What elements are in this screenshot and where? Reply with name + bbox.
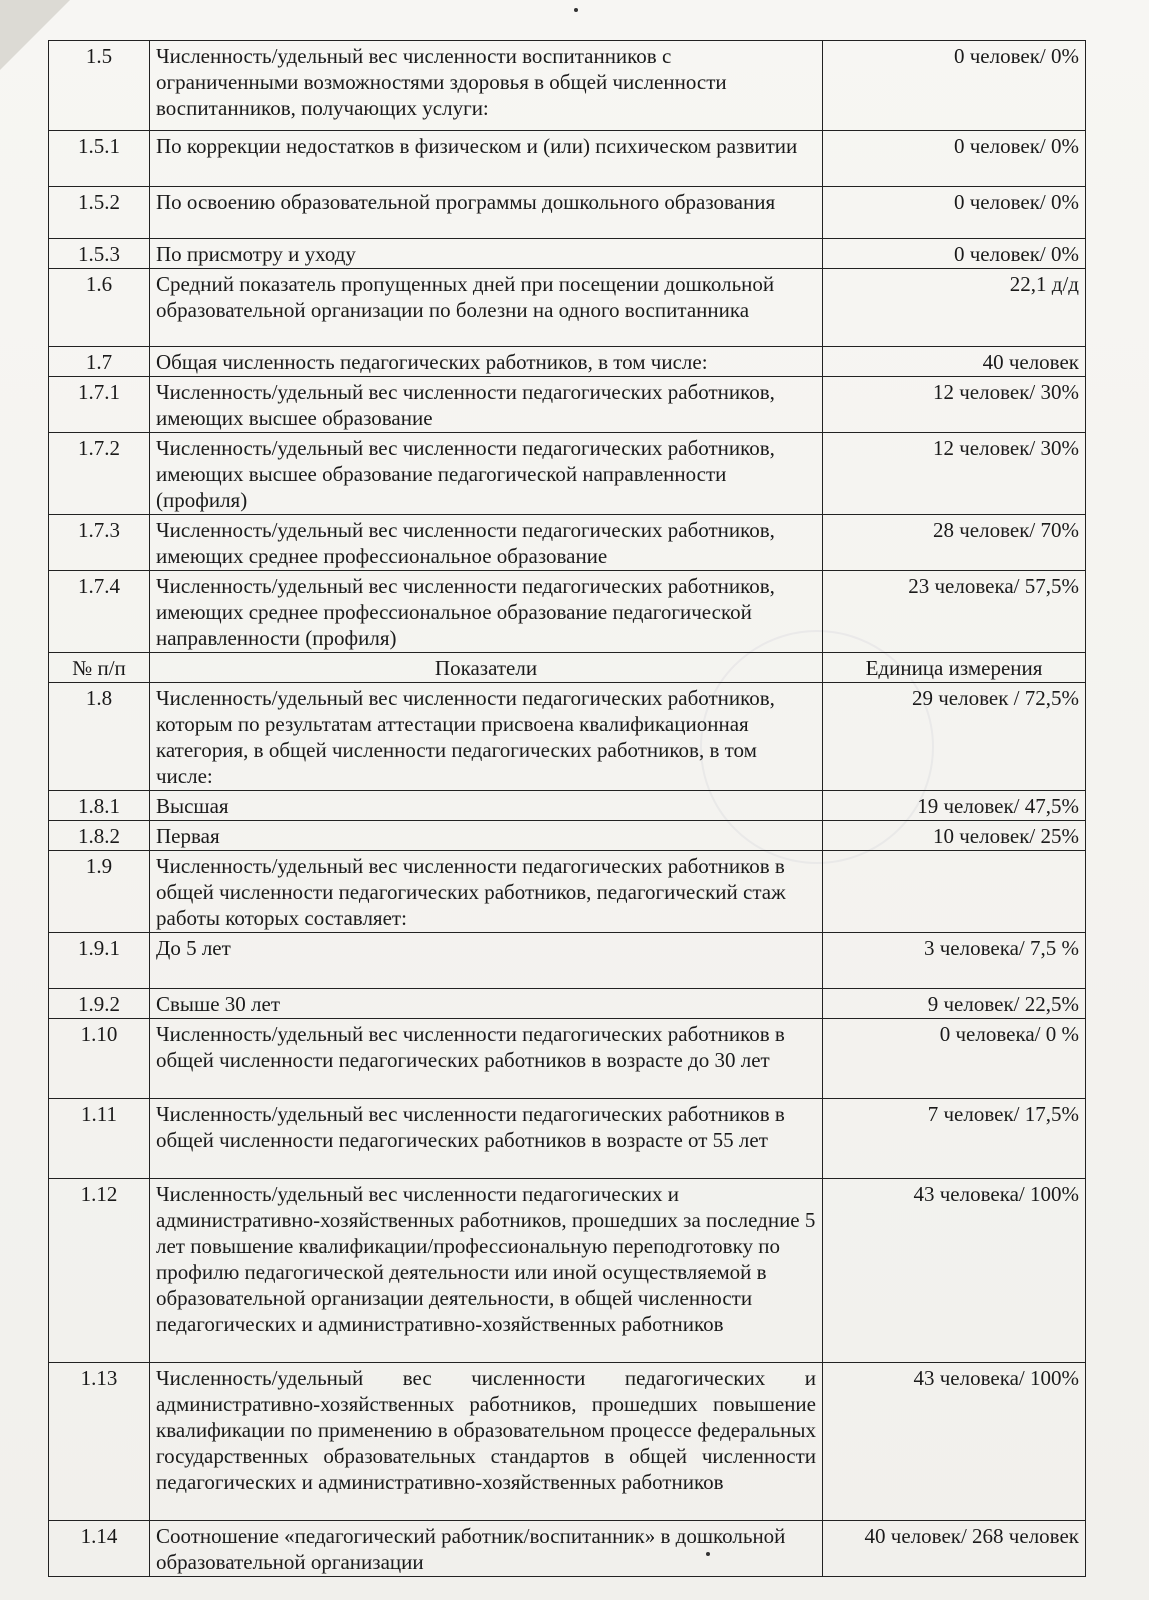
row-label: По присмотру и уходу — [150, 239, 823, 269]
table-row — [49, 1363, 1086, 1521]
row-value: 0 человек/ 0% — [823, 187, 1086, 239]
row-label: Первая — [150, 821, 823, 851]
table-row — [49, 571, 1086, 653]
row-label: Численность/удельный вес численности педагогических работников, имеющих среднее профессиональное образование — [150, 515, 823, 571]
scan-speck — [706, 1552, 710, 1556]
row-value: 12 человек/ 30% — [823, 377, 1086, 433]
row-number: 1.10 — [49, 1019, 150, 1099]
row-number: 1.5.3 — [49, 239, 150, 269]
row-value: 0 человек/ 0% — [823, 239, 1086, 269]
table-row — [49, 239, 1086, 269]
row-label: Численность/удельный вес численности педагогических работников, имеющих среднее профессиональное образование педагогической направленности (профиля) — [150, 571, 823, 653]
row-value: 0 человека/ 0 % — [823, 1019, 1086, 1099]
table-header-row — [49, 653, 1086, 683]
row-number: 1.12 — [49, 1179, 150, 1363]
row-number: 1.7.3 — [49, 515, 150, 571]
table-row — [49, 131, 1086, 187]
header-unit: Единица измерения — [823, 653, 1086, 683]
table-row — [49, 683, 1086, 791]
row-number: 1.9.2 — [49, 989, 150, 1019]
table-row — [49, 1179, 1086, 1363]
row-label: Численность/удельный вес численности педагогических работников в общей численности педагогических работников в возрасте до 30 лет — [150, 1019, 823, 1099]
row-number: 1.13 — [49, 1363, 150, 1521]
row-label: Численность/удельный вес численности педагогических работников в общей численности педагогических работников в возрасте от 55 лет — [150, 1099, 823, 1179]
table-row — [49, 1099, 1086, 1179]
row-value: 3 человека/ 7,5 % — [823, 933, 1086, 989]
row-number: 1.7.4 — [49, 571, 150, 653]
row-number: 1.8 — [49, 683, 150, 791]
row-label: Численность/удельный вес численности педагогических работников в общей численности педагогических работников, педагогический стаж работы которых составляет: — [150, 851, 823, 933]
row-label: Численность/удельный вес численности педагогических работников, которым по результатам аттестации присвоена квалификационная категория, в общей численности педагогических работников, в том числе: — [150, 683, 823, 791]
row-value: 28 человек/ 70% — [823, 515, 1086, 571]
table-row — [49, 821, 1086, 851]
row-label: Соотношение «педагогический работник/воспитанник» в дошкольной образовательной организации — [150, 1521, 823, 1577]
row-number: 1.7.2 — [49, 433, 150, 515]
table-row — [49, 1019, 1086, 1099]
row-value: 43 человека/ 100% — [823, 1179, 1086, 1363]
row-label: Численность/удельный вес численности педагогических и административно-хозяйственных работников, прошедших повышение квалификации по применению в образовательном процессе федеральных государственных образовательных стандартов в общей численности педагогических и административно-хозяйственных работников — [150, 1363, 823, 1521]
table-row — [49, 347, 1086, 377]
table-row — [49, 515, 1086, 571]
row-number: 1.14 — [49, 1521, 150, 1577]
row-label: Высшая — [150, 791, 823, 821]
row-number: 1.8.1 — [49, 791, 150, 821]
row-value: 40 человек/ 268 человек — [823, 1521, 1086, 1577]
row-value: 7 человек/ 17,5% — [823, 1099, 1086, 1179]
row-number: 1.7.1 — [49, 377, 150, 433]
row-number: 1.5.2 — [49, 187, 150, 239]
row-number: 1.5.1 — [49, 131, 150, 187]
row-number: 1.11 — [49, 1099, 150, 1179]
row-label: По коррекции недостатков в физическом и (или) психическом развитии — [150, 131, 823, 187]
table-row — [49, 933, 1086, 989]
row-number: 1.8.2 — [49, 821, 150, 851]
indicators-table — [48, 40, 1086, 1577]
row-label: До 5 лет — [150, 933, 823, 989]
row-label: Свыше 30 лет — [150, 989, 823, 1019]
row-number: 1.6 — [49, 269, 150, 347]
row-number: 1.7 — [49, 347, 150, 377]
row-label: Средний показатель пропущенных дней при посещении дошкольной образовательной организации по болезни на одного воспитанника — [150, 269, 823, 347]
table-row — [49, 851, 1086, 933]
row-value: 0 человек/ 0% — [823, 131, 1086, 187]
table-row — [49, 989, 1086, 1019]
row-label: Общая численность педагогических работников, в том числе: — [150, 347, 823, 377]
row-value: 10 человек/ 25% — [823, 821, 1086, 851]
row-value — [823, 851, 1086, 933]
scan-speck — [574, 8, 578, 12]
row-value: 19 человек/ 47,5% — [823, 791, 1086, 821]
row-label: Численность/удельный вес численности воспитанников с ограниченными возможностями здоровья в общей численности воспитанников, получающих услуги: — [150, 41, 823, 131]
row-value: 40 человек — [823, 347, 1086, 377]
table-row — [49, 791, 1086, 821]
row-value: 22,1 д/д — [823, 269, 1086, 347]
table-row — [49, 41, 1086, 131]
row-value: 23 человека/ 57,5% — [823, 571, 1086, 653]
row-value: 9 человек/ 22,5% — [823, 989, 1086, 1019]
row-number: 1.5 — [49, 41, 150, 131]
row-number: 1.9 — [49, 851, 150, 933]
table-row — [49, 1521, 1086, 1577]
row-value: 0 человек/ 0% — [823, 41, 1086, 131]
row-value: 29 человек / 72,5% — [823, 683, 1086, 791]
table-row — [49, 377, 1086, 433]
table-row — [49, 433, 1086, 515]
row-value: 12 человек/ 30% — [823, 433, 1086, 515]
row-label: Численность/удельный вес численности педагогических работников, имеющих высшее образование педагогической направленности (профиля) — [150, 433, 823, 515]
table-row — [49, 269, 1086, 347]
row-label: По освоению образовательной программы дошкольного образования — [150, 187, 823, 239]
row-label: Численность/удельный вес численности педагогических и административно-хозяйственных работников, прошедших за последние 5 лет повышение квалификации/профессиональную переподготовку по профилю педагогической деятельности или иной осуществляемой в образовательной организации деятельности, в общей численности педагогических и административно-хозяйственных работников — [150, 1179, 823, 1363]
table-row — [49, 187, 1086, 239]
header-label: Показатели — [150, 653, 823, 683]
row-label: Численность/удельный вес численности педагогических работников, имеющих высшее образование — [150, 377, 823, 433]
header-number: № п/п — [49, 653, 150, 683]
row-value: 43 человека/ 100% — [823, 1363, 1086, 1521]
row-number: 1.9.1 — [49, 933, 150, 989]
